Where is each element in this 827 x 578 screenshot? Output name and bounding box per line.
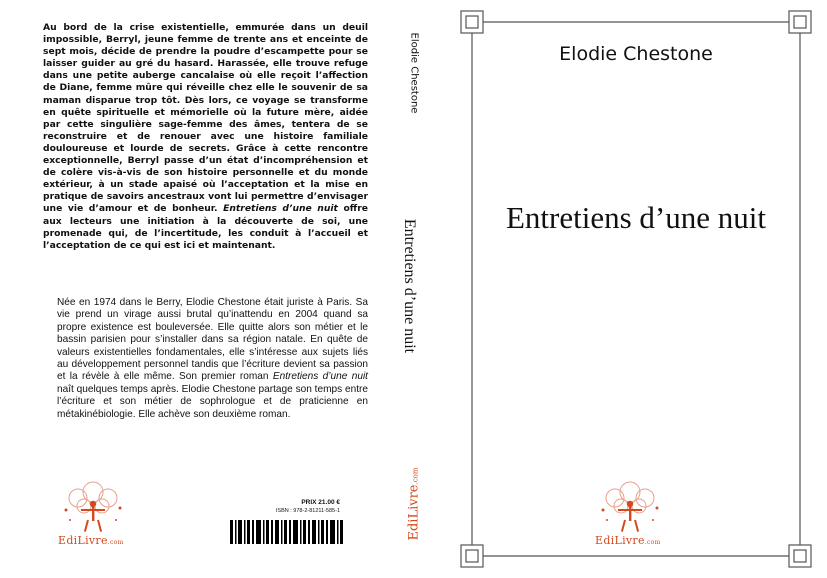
back-cover-summary <box>43 22 368 252</box>
summary-book-title: Entretiens d’une nuit <box>223 203 338 215</box>
brand-suffix: .com <box>107 539 124 546</box>
author-bio <box>57 297 368 421</box>
bio-text: Née en 1974 dans le Berry, Elodie Chestone était juriste à Paris. Sa vie prend un virage aussi brutal qu’inattendu en 2004 quand sa propre existence est bouleversée. Elle quitte alors son métier et le bassin parisien pour s’installer dans sa région natale. En quête de valeurs existentielles fondamentales, elle s’intéresse aux sujets liés au développement personnel tandis que l’écriture devient sa passion et la révèle à elle même. Son premier roman <box>57 297 368 383</box>
publisher-brand <box>58 534 124 547</box>
spine-author: Elodie Chestone <box>408 32 420 114</box>
front-title: Entretiens d’une nuit <box>506 200 766 235</box>
summary-text: Au bord de la crise existentielle, emmurée dans un deuil impossible, Berryl, jeune femme de trente ans et enceinte de sept mois, décide de prendre la poudre d’escampette pour se laisser guider au gré du hasard. Harassée, elle trouve refuge dans une petite auberge cancalaise où elle reçoit l’affection de Diane, femme mûre qui réveille chez elle le souvenir de sa maman disparue trop tôt. Dès lors, ce voyage se transforme en quête spirituelle et mémorielle où la future mère, aidée par cette singulière sage-femme des âmes, tentera de se reconstruire et de renouer avec une histoire familiale douloureuse et lourde de secrets. Grâce à cette rencontre exceptionnelle, Berryl passe d’un état d’incompréhension et de colère vis-à-vis de son histoire personnelle et du monde extérieur, à un stade apaisé où l’acceptation et la mise en pratique de savoirs ancestraux vont lui permettre d’envisager une vie d’amour et de bonheur. <box>43 22 368 215</box>
publisher-brand <box>595 534 661 547</box>
price-block <box>232 499 340 515</box>
bio-text-end: naît quelques temps après. Elodie Chestone partage son temps entre l’écriture et son métier de sophrologue et de praticienne en métakinébiologie. Elle achève son deuxième roman. <box>57 383 368 420</box>
tree-person-logo-icon <box>58 480 128 538</box>
spine-publisher-logo <box>407 467 422 540</box>
front-author: Elodie Chestone <box>559 43 713 65</box>
tree-person-logo-icon <box>595 480 665 538</box>
back-publisher-logo <box>40 480 160 550</box>
front-cover <box>460 10 812 568</box>
price-label: PRIX 21.00 € <box>301 499 340 506</box>
isbn-barcode-icon <box>230 520 346 544</box>
brand-name: EdiLivre <box>595 534 645 547</box>
spine-title: Entretiens d’une nuit <box>401 218 418 354</box>
isbn-label: ISBN : 978-2-81211-585-1 <box>275 508 340 514</box>
back-cover <box>0 0 380 578</box>
brand-name: EdiLivre <box>58 534 108 547</box>
brand-suffix: .com <box>644 539 661 546</box>
bio-book-title: Entretiens d’une nuit <box>272 371 368 383</box>
spine-brand-name: EdiLivre <box>406 484 422 541</box>
spine-brand-suffix: .com <box>411 467 420 485</box>
front-publisher-logo <box>575 480 705 550</box>
summary-text-end: offre aux lecteurs une initiation à la découverte de soi, une promenade qui, de l’incertitude, les conduit à l’accueil et l’acceptation de ce qui est ici et maintenant. <box>43 203 369 251</box>
